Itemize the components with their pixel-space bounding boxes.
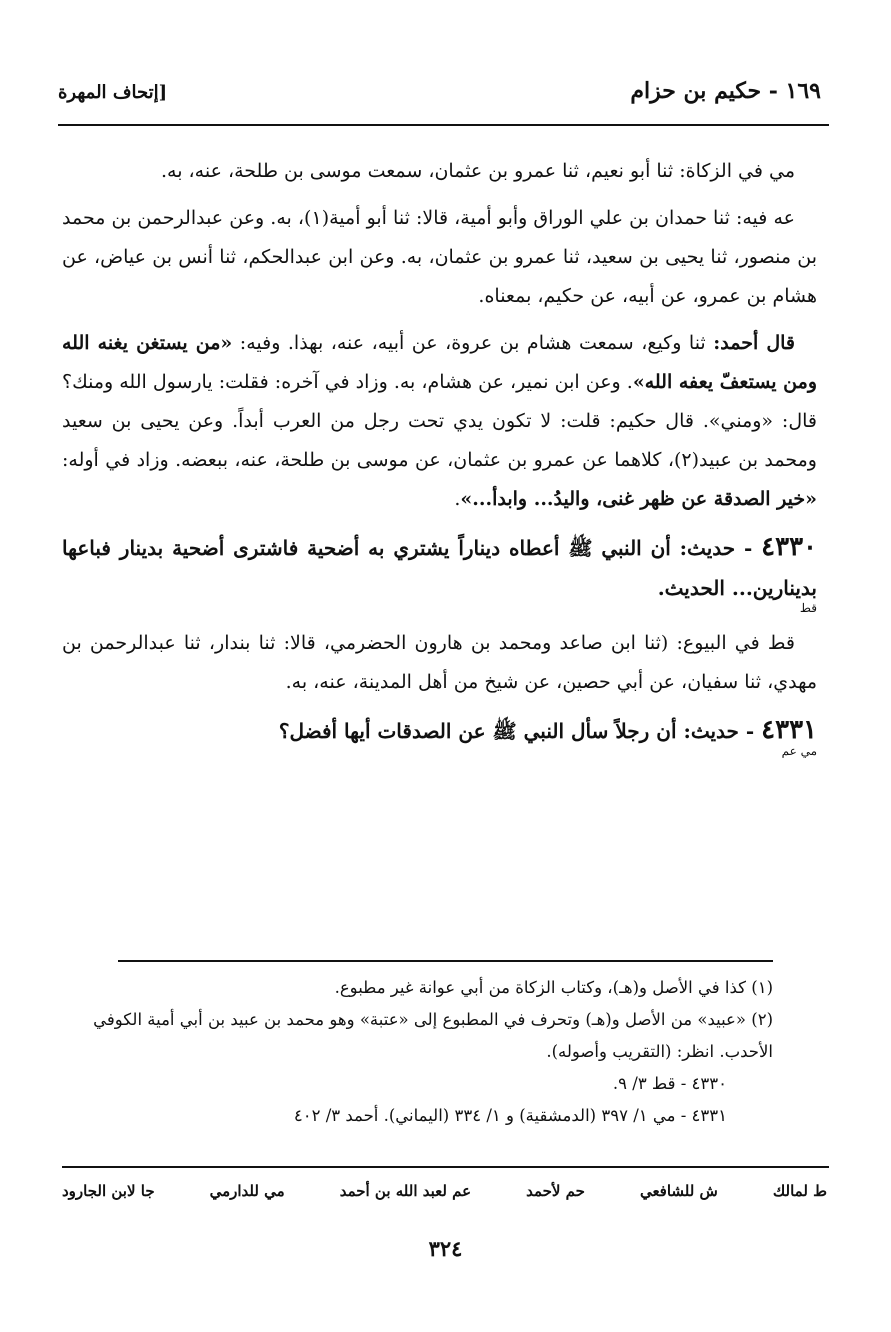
paragraph-abu-awana: عه فيه: ثنا حمدان بن علي الوراق وأبو أمية، قالا: ثنا أبو أمية(١)، به. وعن عبدالرحمن بن محمد بن منصور، ثنا يحيى بن سعيد، ثنا عمرو بن عثمان، به. وعن ابن عبدالحكم، ثنا أنس بن عياض، عن هشام بن عمرو، عن أبيه، عن حكيم، بمعناه. — [62, 207, 817, 307]
hadith-text: - حديث: أن رجلاً سأل النبي ﷺ عن الصدقات أيها أفضل؟ — [278, 719, 762, 743]
ahmad-text-1: ثنا وكيع، سمعت هشام بن عروة، عن أبيه، عنه، بهذا. وفيه: — [232, 332, 714, 354]
hadith-4331 — [62, 710, 817, 757]
abbreviation-key — [62, 1182, 827, 1200]
source-note-4331: ٤٣٣١ - مي ١/ ٣٩٧ (الدمشقية) و ١/ ٣٣٤ (اليماني). أحمد ٣/ ٤٠٢ — [293, 1106, 727, 1125]
key-item: حم لأحمد — [526, 1182, 585, 1200]
footnotes — [70, 972, 773, 1132]
chapter-title: ١٦٩ - حكيم بن حزام — [630, 78, 821, 104]
hadith-number: ٤٣٣٠ — [761, 532, 817, 562]
paragraph-daraqutni: قط في البيوع: (ثنا ابن صاعد ومحمد بن هارون الحضرمي، قالا: ثنا بندار، ثنا عبدالرحمن بن مهدي، ثنا سفيان، عن أبي حصين، عن شيخ من أهل المدينة، عنه، به. — [62, 632, 817, 693]
ahmad-quote-1: «من يستغن يغنه الله ومن يستعفّ يعفه الله» — [62, 332, 817, 393]
footnote-rule — [118, 960, 773, 962]
book-title: [إتحاف المهرة — [58, 82, 168, 103]
main-text — [62, 152, 817, 767]
running-head — [58, 78, 821, 104]
hadith-text: - حديث: أن النبي ﷺ أعطاه ديناراً يشتري به أضحية فاشترى أضحية بدينار فباعها بدينارين... الحديث. — [62, 536, 817, 600]
page-number: ٣٢٤ — [428, 1236, 463, 1261]
ahmad-text-2: . وعن ابن نمير، عن هشام، به. وزاد في آخره: فقلت: يارسول الله ومنك؟ قال: «ومني». قال حكيم: قلت: لا تكون يدي تحت رجل من العرب أبداً. وعن يحيى بن سعيد ومحمد بن عبيد(٢)، كلاهما عن عمرو بن عثمان، عن موسى بن طلحة، عنه، ببعضه. وزاد في أوله: — [62, 371, 817, 471]
key-item: مي للدارمي — [209, 1182, 285, 1200]
key-item: ش للشافعي — [639, 1182, 718, 1200]
ahmad-quote-2: «خير الصدقة عن ظهر غنى، واليدُ... وابدأ...» — [460, 488, 817, 510]
hadith-sigla: قط — [799, 601, 817, 615]
hadith-number: ٤٣٣١ — [761, 715, 817, 745]
footnote-2: (٢) «عبيد» من الأصل و(هـ) وتحرف في المطبوع إلى «عتبة» وهو محمد بن عبيد بن أبي أمية الكوفي الأحدب. انظر: (التقريب وأصوله). — [93, 1010, 773, 1061]
source-note-4330: ٤٣٣٠ - قط ٣/ ٩. — [612, 1074, 727, 1093]
key-item: عم لعبد الله بن أحمد — [339, 1182, 472, 1200]
footnote-1: (١) كذا في الأصل و(هـ)، وكتاب الزكاة من أبي عوانة غير مطبوع. — [334, 978, 773, 997]
bottom-rule — [62, 1166, 829, 1168]
ahmad-text-3: . — [454, 488, 461, 510]
header-rule — [58, 124, 829, 126]
key-item: جا لابن الجارود — [62, 1182, 155, 1200]
key-item: ط لمالك — [772, 1182, 827, 1200]
hadith-4330 — [62, 527, 817, 614]
paragraph-darimi: مي في الزكاة: ثنا أبو نعيم، ثنا عمرو بن عثمان، سمعت موسى بن طلحة، عنه، به. — [160, 160, 795, 182]
ahmad-lead: قال أحمد: — [713, 332, 795, 354]
hadith-sigla: مي عم — [781, 744, 817, 758]
paragraph-ahmad — [62, 324, 817, 519]
